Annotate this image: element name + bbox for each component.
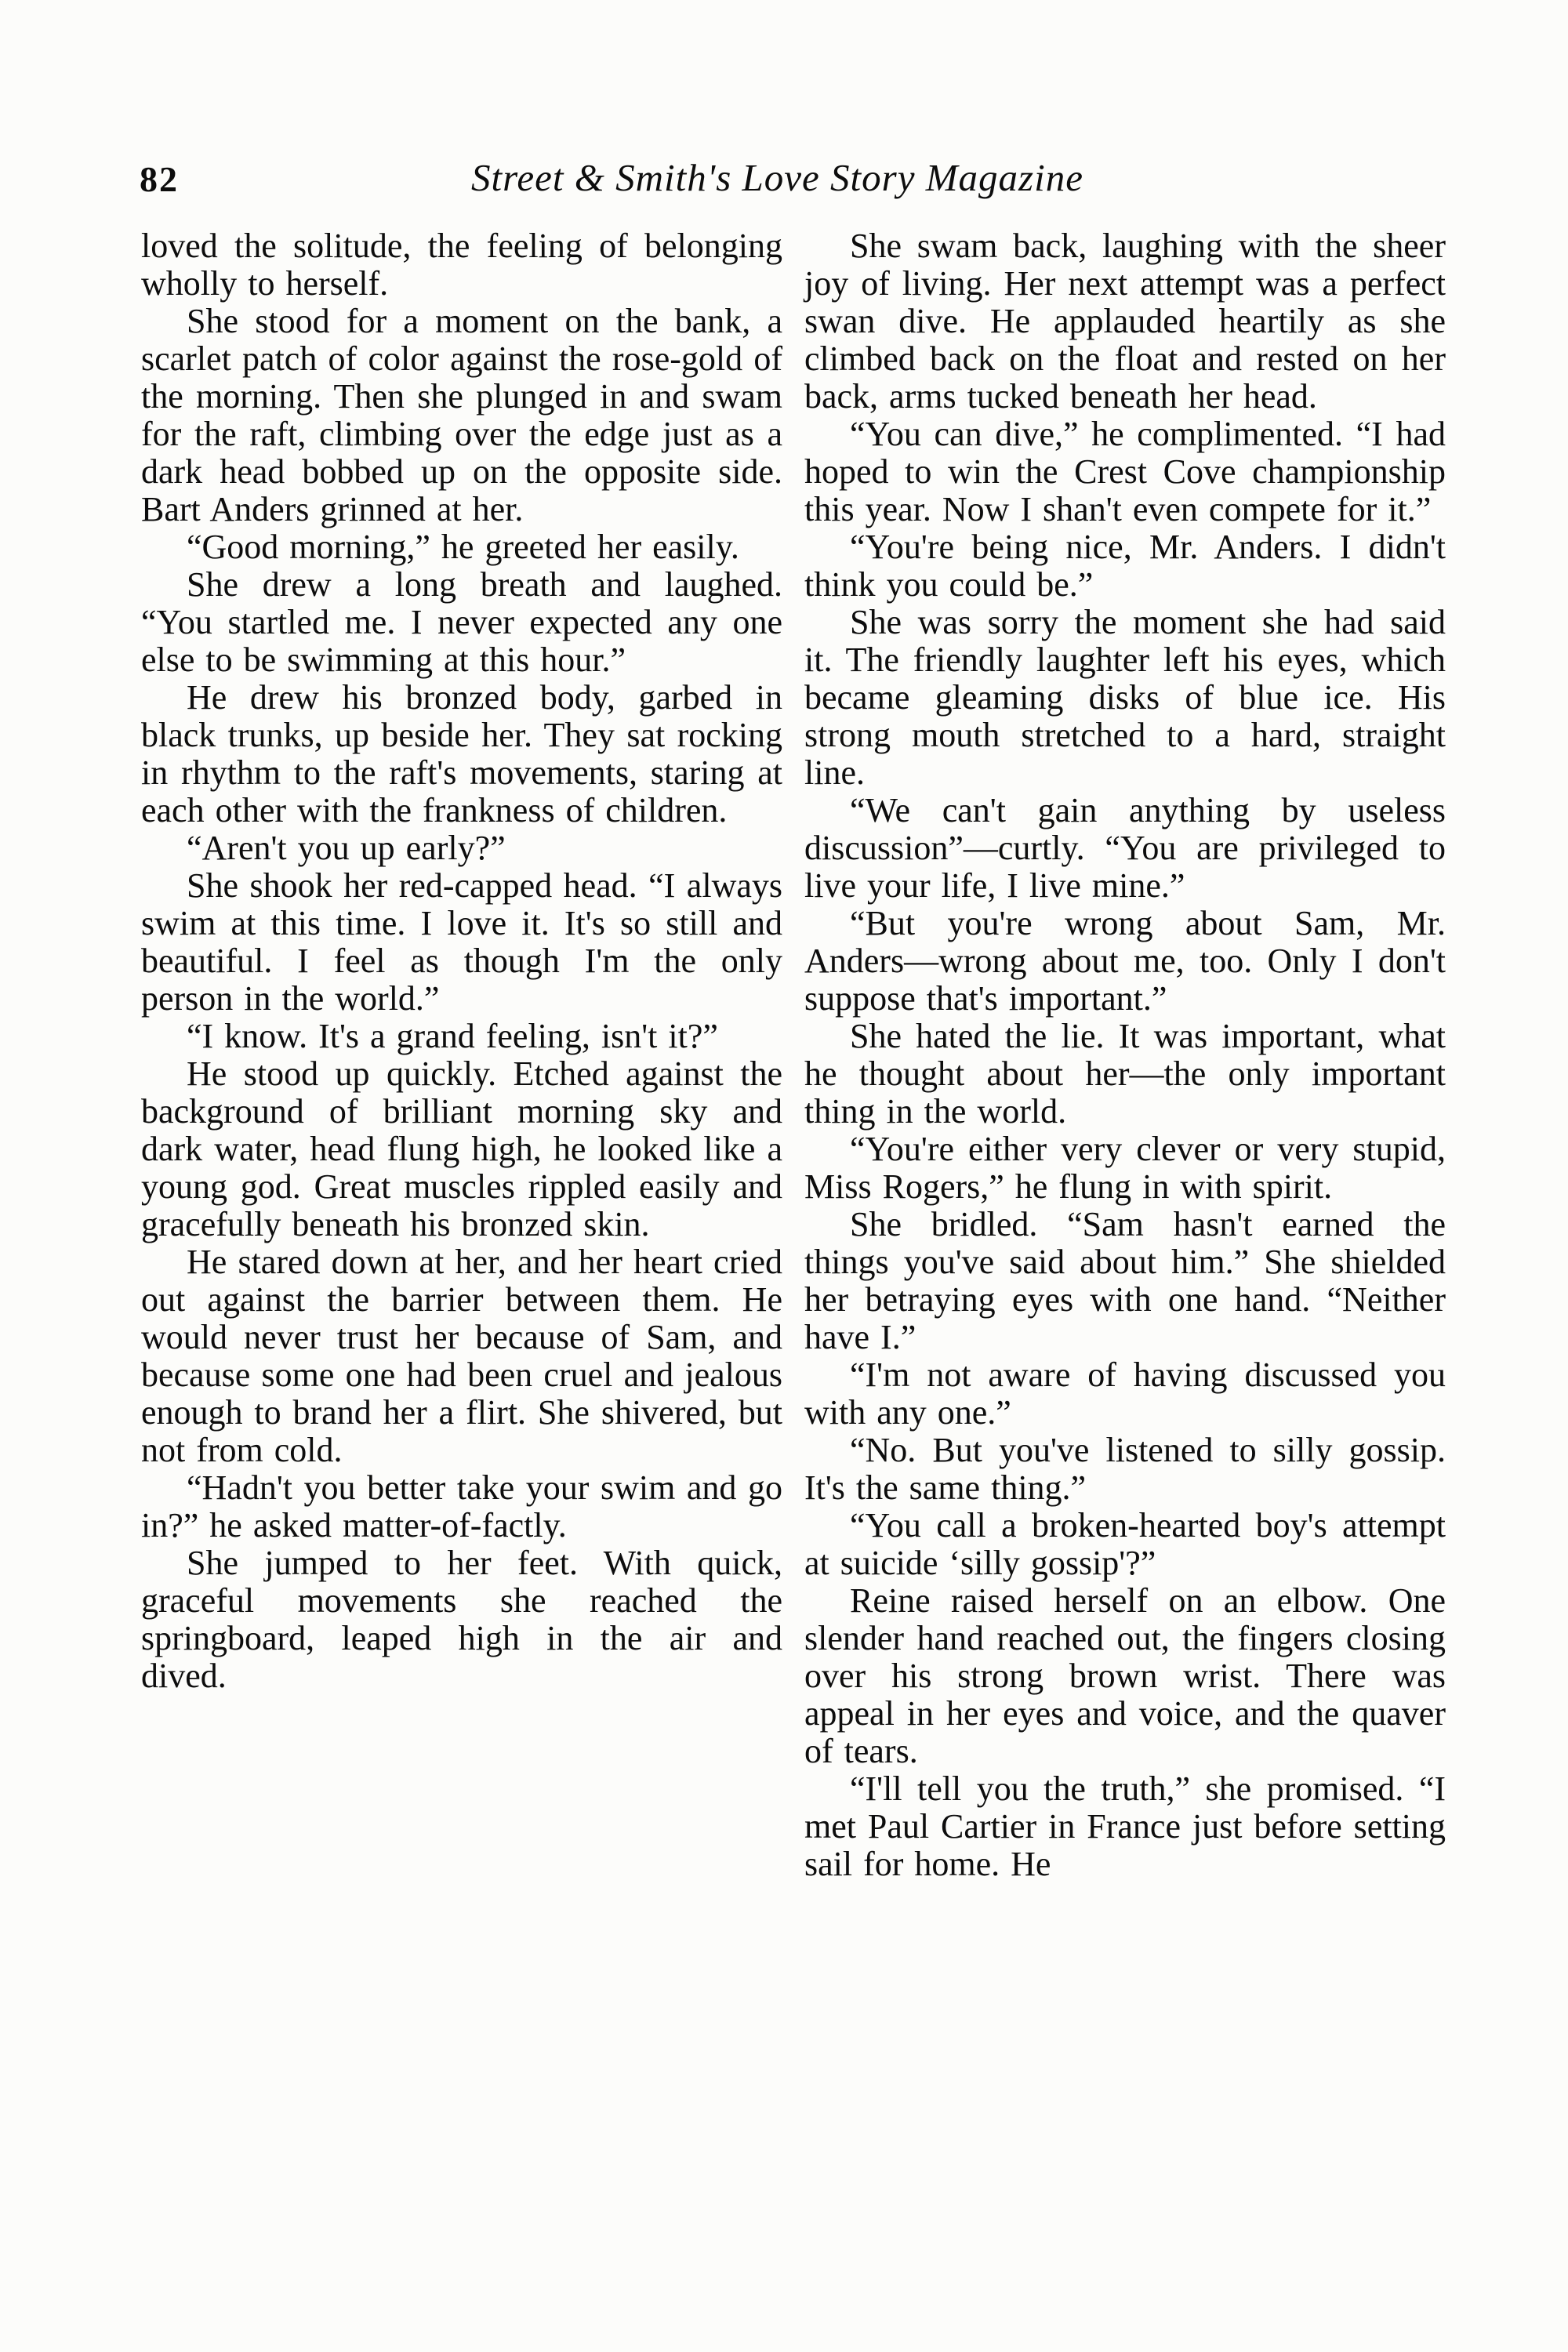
paragraph: “I know. It's a grand feeling, isn't it?” <box>187 1017 718 1055</box>
paragraph: “I'll tell you the truth,” she promised. “I met Paul Cartier in France just before setting sail for home. He <box>804 1769 1446 1883</box>
paragraph: “You can dive,” he complimented. “I had hoped to win the Crest Cove championship this year. Now I shan't even compete for it.” <box>804 415 1446 528</box>
paragraph: She swam back, laughing with the sheer joy of living. Her next attempt was a perfect swan dive. He applauded heartily as she climbed back on the float and rested on her back, arms tucked beneath her head. <box>804 227 1446 416</box>
right-column <box>804 227 1446 1883</box>
paragraph: He drew his bronzed body, garbed in black trunks, up beside her. They sat rocking in rhythm to the raft's movements, staring at each other with the frankness of children. <box>141 678 782 829</box>
paragraph: “Hadn't you better take your swim and go in?” he asked matter-of-factly. <box>141 1468 782 1544</box>
paragraph: She shook her red-capped head. “I always swim at this time. I love it. It's so still and beautiful. I feel as though I'm the only person in the world.” <box>141 866 782 1018</box>
page-number: 82 <box>140 159 179 199</box>
paragraph: She stood for a moment on the bank, a scarlet patch of color against the rose-gold of the morning. Then she plunged in and swam for the raft, climbing over the edge just as a dark head bobbed up on the opposite side. Bart Anders grinned at her. <box>141 302 782 528</box>
paragraph: She drew a long breath and laughed. “You startled me. I never expected any one else to be swimming at this hour.” <box>141 565 782 679</box>
paragraph: She hated the lie. It was important, what he thought about her—the only important thing in the world. <box>804 1017 1446 1131</box>
paragraph: loved the solitude, the feeling of belonging wholly to herself. <box>141 227 782 303</box>
magazine-title: Street & Smith's Love Story Magazine <box>471 156 1083 199</box>
paragraph: He stared down at her, and her heart cried out against the barrier between them. He would never trust her because of Sam, and because some one had been cruel and jealous enough to brand her a flirt. She shivered, but not from cold. <box>141 1243 782 1469</box>
paragraph: She was sorry the moment she had said it. The friendly laughter left his eyes, which became gleaming disks of blue ice. His strong mouth stretched to a hard, straight line. <box>804 603 1446 792</box>
running-head <box>140 155 1415 205</box>
paragraph: “But you're wrong about Sam, Mr. Anders—wrong about me, too. Only I don't suppose that's important.” <box>804 904 1446 1018</box>
paragraph: “You're being nice, Mr. Anders. I didn't think you could be.” <box>804 528 1446 604</box>
paragraph: “Aren't you up early?” <box>187 829 506 867</box>
paragraph: “You call a broken-hearted boy's attempt at suicide ‘silly gossip'?” <box>804 1506 1446 1582</box>
paragraph: Reine raised herself on an elbow. One slender hand reached out, the fingers closing over his strong brown wrist. There was appeal in her eyes and voice, and the quaver of tears. <box>804 1581 1446 1770</box>
text-columns <box>141 227 1446 1883</box>
paragraph: “I'm not aware of having discussed you with any one.” <box>804 1356 1446 1432</box>
left-column <box>141 227 782 1883</box>
paragraph: “You're either very clever or very stupid, Miss Rogers,” he flung in with spirit. <box>804 1130 1446 1206</box>
paragraph: “No. But you've listened to silly gossip. It's the same thing.” <box>804 1431 1446 1507</box>
paragraph: “Good morning,” he greeted her easily. <box>187 528 739 566</box>
paragraph: She bridled. “Sam hasn't earned the things you've said about him.” She shielded her betraying eyes with one hand. “Neither have I.” <box>804 1205 1446 1356</box>
paragraph: “We can't gain anything by useless discussion”—curtly. “You are privileged to live your life, I live mine.” <box>804 791 1446 905</box>
paragraph: She jumped to her feet. With quick, graceful movements she reached the springboard, leaped high in the air and dived. <box>141 1544 782 1695</box>
paragraph: He stood up quickly. Etched against the background of brilliant morning sky and dark water, head flung high, he looked like a young god. Great muscles rippled easily and gracefully beneath his bronzed skin. <box>141 1054 782 1243</box>
